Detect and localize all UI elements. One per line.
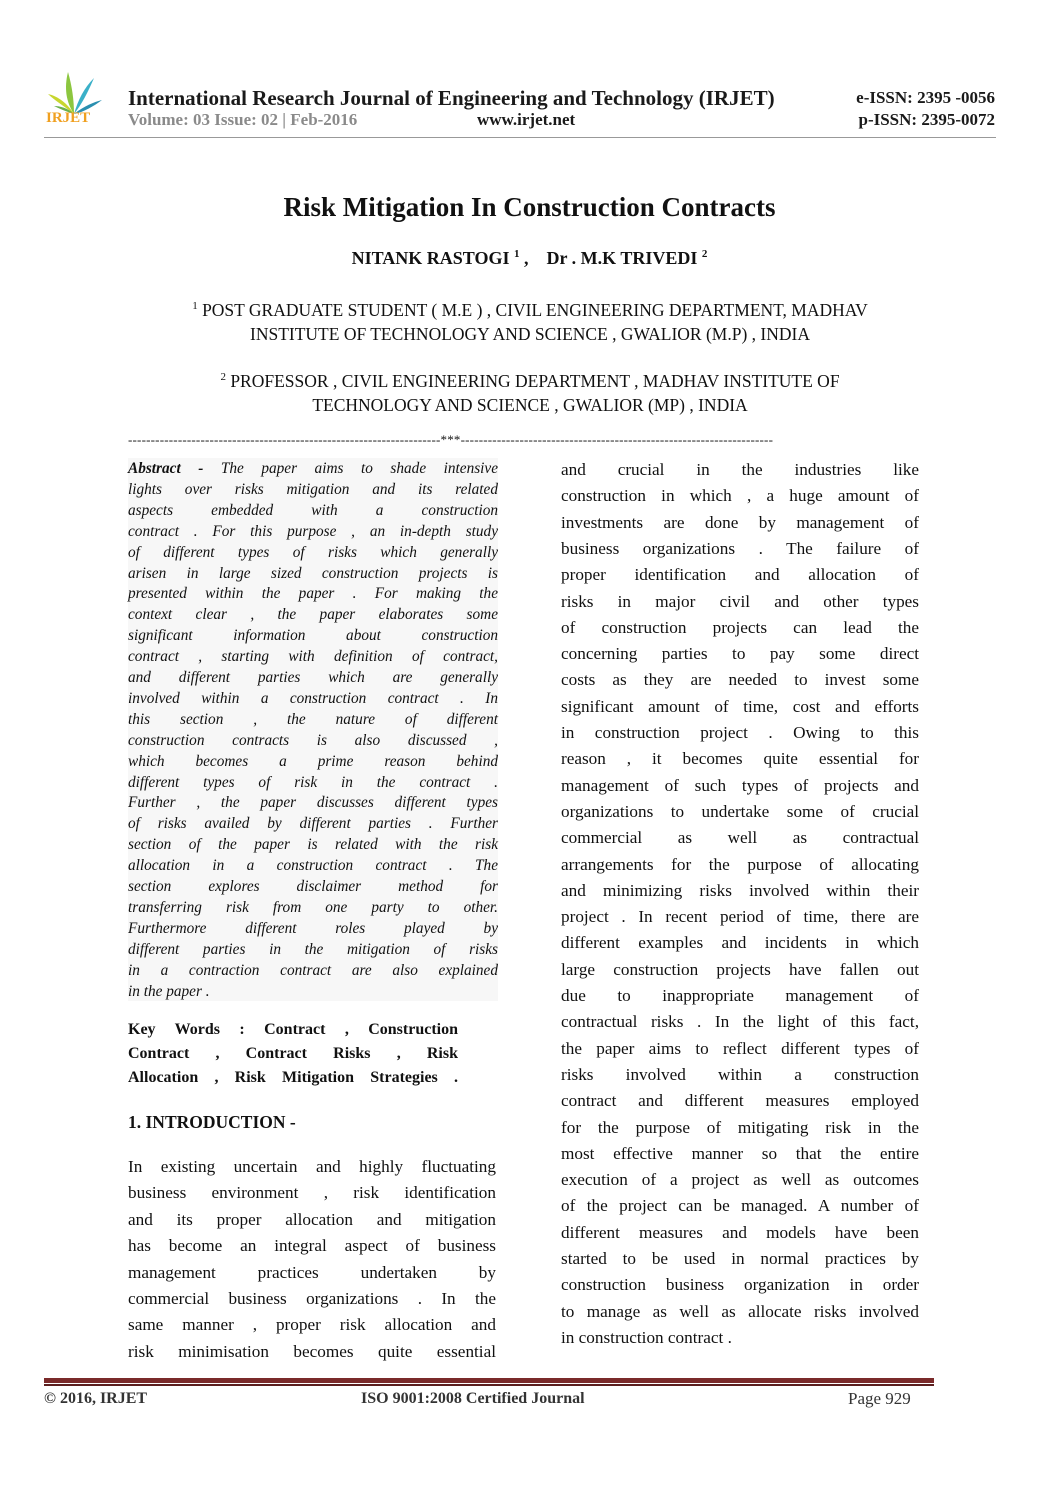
- abstract-line: section of the paper is related with the risk: [128, 836, 498, 854]
- journal-website: www.irjet.net: [477, 110, 576, 129]
- footer-certification: ISO 9001:2008 Certified Journal: [361, 1390, 585, 1407]
- body-line: contract and different measures employed: [561, 1091, 919, 1111]
- abstract-line: section explores disclaimer method for: [128, 878, 498, 895]
- introduction-line: business environment , risk identification: [128, 1183, 496, 1203]
- abstract-line: of risks availed by different parties . Further: [128, 815, 498, 833]
- body-line: construction in which , a huge amount of: [561, 486, 919, 506]
- abstract-line: [128, 458, 498, 479]
- footer-page-number: Page 929: [848, 1389, 911, 1408]
- body-line: risks involved within a construction: [561, 1064, 919, 1084]
- abstract-line: in the paper .: [128, 982, 210, 1000]
- abstract-line: presented within the paper . For making the: [128, 585, 498, 603]
- author-1: NITANK RASTOGI: [351, 248, 510, 268]
- affiliation-line: TECHNOLOGY AND SCIENCE , GWALIOR (MP) , INDIA: [312, 394, 748, 415]
- footer-bar: [44, 1378, 934, 1383]
- footer-copyright: © 2016, IRJET: [44, 1390, 148, 1407]
- body-line: investments are done by management of: [561, 512, 919, 532]
- abstract: [128, 458, 498, 1001]
- body-line: commercial as well as contractual: [561, 828, 919, 848]
- body-line: risks in major civil and other types: [561, 591, 919, 611]
- abstract-line: context clear , the paper elaborates some: [128, 606, 498, 624]
- affiliation-2: [150, 365, 910, 417]
- abstract-line: different parties in the mitigation of risks: [128, 940, 498, 958]
- body-line: business organizations . The failure of: [561, 538, 919, 558]
- affiliation-sup: 2: [220, 371, 226, 383]
- introduction-line: same manner , proper risk allocation and: [128, 1315, 496, 1335]
- abstract-line: lights over risks mitigation and its related: [128, 480, 498, 498]
- volume-info: Volume: 03 Issue: 02 | Feb-2016: [128, 110, 358, 129]
- keywords-line: Allocation , Risk Mitigation Strategies .: [128, 1069, 458, 1086]
- introduction-line: and its proper allocation and mitigation: [128, 1209, 496, 1229]
- abstract-line: construction contracts is also discussed ,: [128, 731, 498, 749]
- body-line: due to inappropriate management of: [561, 986, 919, 1005]
- body-line: in construction project . Owing to this: [561, 723, 919, 742]
- keywords: [128, 1021, 458, 1093]
- header-divider: [44, 137, 996, 138]
- irjet-logo: [44, 66, 104, 132]
- body-line: for the purpose of mitigating risk in the: [561, 1117, 919, 1137]
- abstract-line: Furthermore different roles played by: [128, 919, 498, 937]
- body-line: significant amount of time, cost and efforts: [561, 696, 919, 716]
- body-line: concerning parties to pay some direct: [561, 644, 919, 664]
- affiliation-1: [150, 294, 910, 346]
- body-line: contractual risks . In the light of this fact,: [561, 1012, 919, 1032]
- abstract-line: and different parties which are generally: [128, 669, 498, 686]
- body-line: started to be used in normal practices by: [561, 1249, 919, 1268]
- body-line: arrangements for the purpose of allocating: [561, 854, 919, 874]
- body-line: construction business organization in order: [561, 1275, 919, 1295]
- abstract-line: different types of risk in the contract .: [128, 773, 498, 791]
- body-line: most effective manner so that the entire: [561, 1143, 919, 1163]
- abstract-line: contract , starting with definition of contract,: [128, 648, 498, 666]
- abstract-label: Abstract -: [128, 460, 221, 477]
- body-line: organizations to undertake some of crucial: [561, 801, 919, 821]
- section-separator: ---------------------------------------------------------------------***---------------------------------------------------------------------: [128, 432, 774, 447]
- abstract-line: which becomes a prime reason behind: [128, 752, 498, 770]
- abstract-line-text: The paper aims to shade intensive: [220, 460, 499, 477]
- abstract-line: in a contraction contract are also explained: [128, 961, 498, 979]
- author-2: Dr . M.K TRIVEDI: [546, 248, 698, 268]
- body-line: the paper aims to reflect different types of: [561, 1038, 919, 1058]
- body-line: large construction projects have fallen out: [561, 959, 919, 979]
- body-line: execution of a project as well as outcomes: [561, 1170, 919, 1190]
- introduction-line: has become an integral aspect of business: [128, 1236, 496, 1256]
- introduction-line: In existing uncertain and highly fluctuating: [128, 1157, 496, 1176]
- abstract-line: involved within a construction contract . In: [128, 689, 498, 707]
- e-issn: e-ISSN: 2395 -0056: [856, 88, 995, 107]
- body-line: different examples and incidents in which: [561, 933, 919, 953]
- abstract-line: Further , the paper discusses different types: [128, 794, 498, 812]
- abstract-line: transferring risk from one party to other.: [128, 898, 498, 916]
- abstract-line: significant information about construction: [128, 627, 498, 645]
- abstract-line: aspects embedded with a construction: [128, 501, 498, 519]
- journal-title: International Research Journal of Engineering and Technology (IRJET): [128, 86, 775, 110]
- body-line: in construction contract .: [561, 1327, 732, 1347]
- body-line: reason , it becomes quite essential for: [561, 749, 919, 769]
- author-2-sup: 2: [701, 248, 708, 260]
- p-issn: p-ISSN: 2395-0072: [858, 110, 995, 129]
- author-separator: ,: [519, 248, 542, 268]
- footer-bar-thin: [44, 1384, 934, 1386]
- abstract-line: this section , the nature of different: [128, 710, 498, 728]
- body-line: proper identification and allocation of: [561, 565, 919, 585]
- body-line: different measures and models have been: [561, 1222, 919, 1242]
- keywords-line: Contract , Contract Risks , Risk: [128, 1045, 458, 1062]
- body-line: to manage as well as allocate risks involved: [561, 1301, 919, 1321]
- abstract-line: allocation in a construction contract . The: [128, 857, 498, 875]
- body-line: management of such types of projects and: [561, 775, 919, 795]
- introduction-line: risk minimisation becomes quite essential: [128, 1341, 496, 1361]
- authors: [0, 248, 1059, 269]
- body-line: and crucial in the industries like: [561, 460, 919, 479]
- introduction-heading: 1. INTRODUCTION -: [128, 1112, 296, 1132]
- body-line: project . In recent period of time, there are: [561, 907, 919, 927]
- affiliation-line: INSTITUTE OF TECHNOLOGY AND SCIENCE , GWALIOR (M.P) , INDIA: [250, 323, 810, 344]
- body-line: of construction projects can lead the: [561, 617, 919, 637]
- affiliation-sup: 1: [192, 300, 198, 312]
- paper-title: Risk Mitigation In Construction Contracts: [283, 192, 776, 222]
- introduction-line: management practices undertaken by: [128, 1262, 496, 1282]
- introduction-line: commercial business organizations . In the: [128, 1289, 496, 1308]
- logo-text: IRJET: [46, 110, 91, 126]
- body-line: and minimizing risks involved within their: [561, 880, 919, 900]
- abstract-line: arisen in large sized construction projects is: [128, 564, 498, 582]
- body-line: costs as they are needed to invest some: [561, 670, 919, 690]
- body-line: of the project can be managed. A number of: [561, 1196, 919, 1216]
- affiliation-line: POST GRADUATE STUDENT ( M.E ) , CIVIL ENGINEERING DEPARTMENT, MADHAV: [202, 299, 868, 320]
- keywords-line: Key Words : Contract , Construction: [128, 1021, 458, 1038]
- author-1-sup: 1: [514, 248, 520, 260]
- abstract-line: contract . For this purpose , an in-depth study: [128, 522, 498, 540]
- affiliation-line: PROFESSOR , CIVIL ENGINEERING DEPARTMENT , MADHAV INSTITUTE OF: [230, 370, 840, 391]
- abstract-line: of different types of risks which generally: [128, 543, 498, 561]
